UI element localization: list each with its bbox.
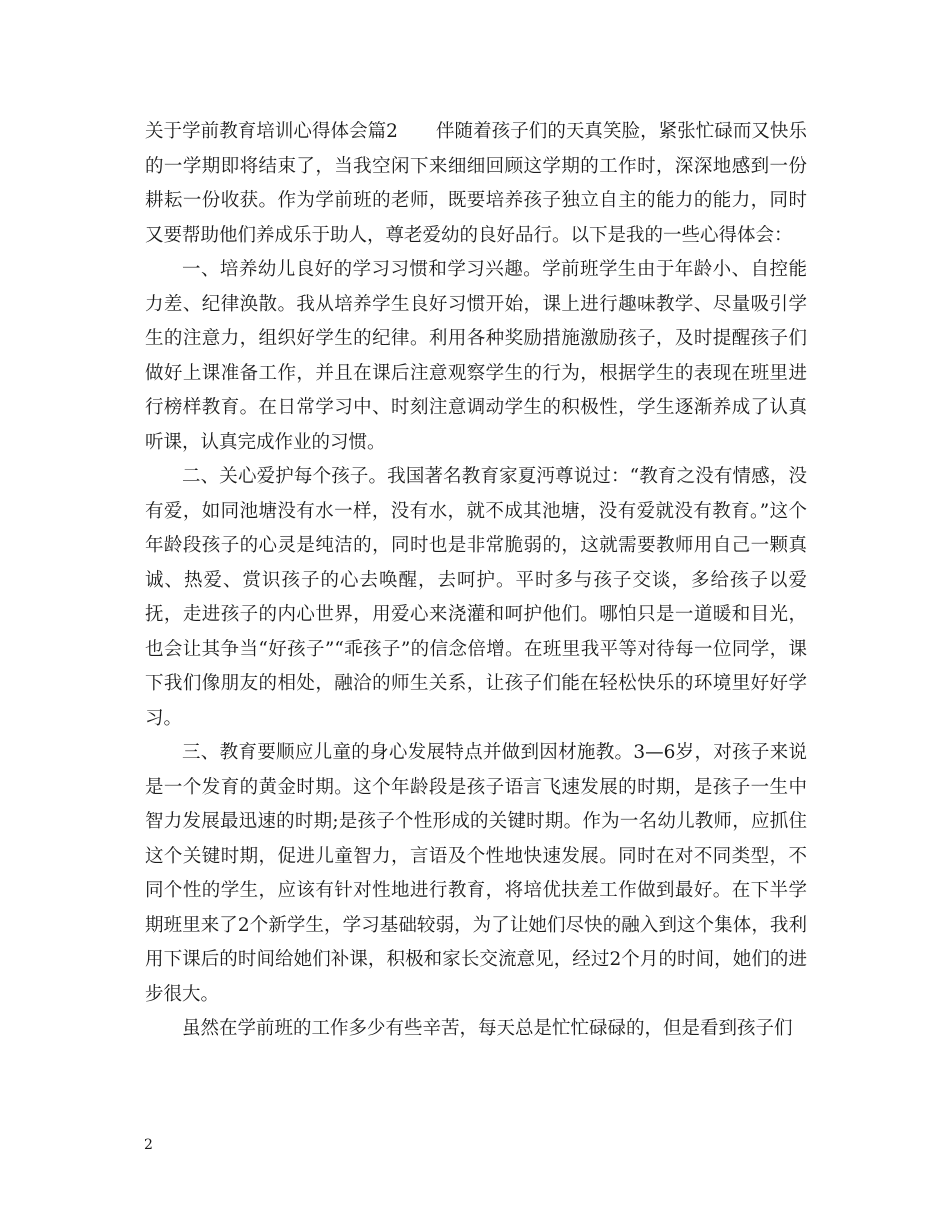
paragraph-3: 三、教育要顺应儿童的身心发展特点并做到因材施教。3—6岁，对孩子来说是一个发育的黄金时期。这个年龄段是孩子语言飞速发展的时期，是孩子一生中智力发展最迅速的时期;是孩子个性形成的关键时期。作为一名幼儿教师，应抓住这个关键时期，促进儿童智力，言语及个性地快速发展。同时在对不同类型，不同个性的学生，应该有针对性地进行教育，将培优扶差工作做到最好。在下半学期班里来了2个新学生，学习基础较弱，为了让她们尽快的融入到这个集体，我利用下课后的时间给她们补课，积极和家长交流意见，经过2个月的时间，她们的进步很大。 [145, 742, 807, 1005]
paragraph-4: 虽然在学前班的工作多少有些辛苦，每天总是忙忙碌碌的，但是看到孩子们 [182, 1018, 793, 1039]
intro-paragraph [145, 115, 807, 253]
paragraph-1: 一、培养幼儿良好的学习习惯和学习兴趣。学前班学生由于年龄小、自控能力差、纪律涣散。我从培养学生良好习惯开始，课上进行趣味教学、尽量吸引学生的注意力，组织好学生的纪律。利用各种奖励措施激励孩子，及时提醒孩子们做好上课准备工作，并且在课后注意观察学生的行为，根据学生的表现在班里进行榜样教育。在日常学习中、时刻注意调动学生的积极性，学生逐渐养成了认真听课，认真完成作业的习惯。 [145, 259, 807, 453]
paragraph-2: 二、关心爱护每个孩子。我国著名教育家夏沔尊说过：“教育之没有情感，没有爱，如同池塘没有水一样，没有水，就不成其池塘，没有爱就没有教育。”这个年龄段孩子的心灵是纯洁的，同时也是非常脆弱的，这就需要教师用自己一颗真诚、热爱、赏识孩子的心去唤醒，去呵护。平时多与孩子交谈，多给孩子以爱抚，走进孩子的内心世界，用爱心来浇灌和呵护他们。哪怕只是一道暖和目光，也会让其争当“好孩子”“乖孩子”的信念倍增。在班里我平等对待每一位同学，课下我们像朋友的相处，融洽的师生关系，让孩子们能在轻松快乐的环境里好好学习。 [145, 466, 807, 729]
page-number: 2 [144, 1137, 153, 1153]
intro-text: 伴随着孩子们的天真笑脸，紧张忙碌而又快乐的一学期即将结束了，当我空闲下来细细回顾这学期的工作时，深深地感到一份耕耘一份收获。作为学前班的老师，既要培养孩子独立自主的能力的能力，同时又要帮助他们养成乐于助人，尊老爱幼的良好品行。以下是我的一些心得体会： [145, 121, 807, 246]
document-title: 关于学前教育培训心得体会篇2 [145, 121, 398, 142]
document-body [145, 115, 807, 1047]
